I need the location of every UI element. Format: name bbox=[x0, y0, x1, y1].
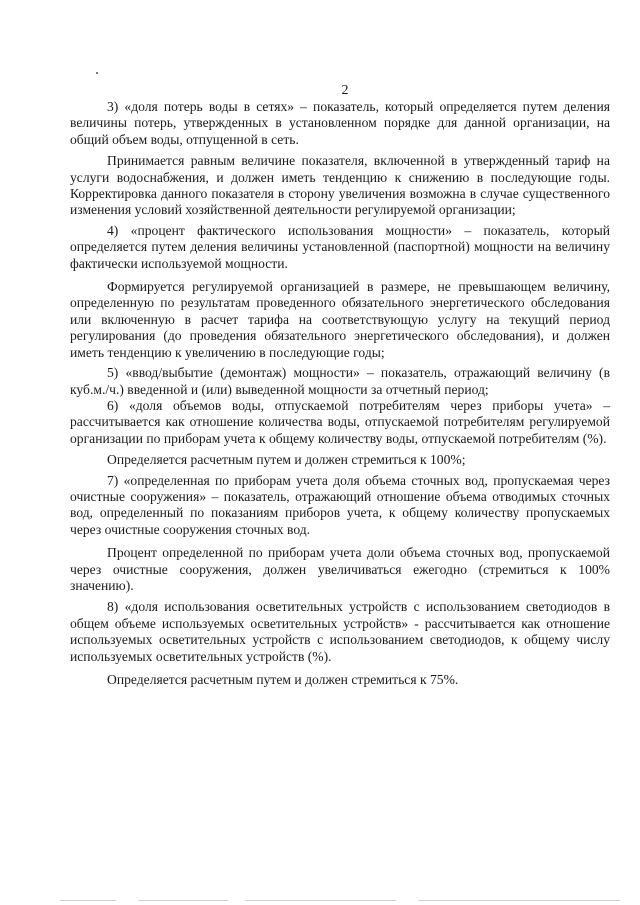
paragraph-item-6: 6) «доля объемов воды, отпускаемой потребителям через приборы учета» – рассчитывается как отношение количества воды, отпускаемой потребителям регулируемой организации по приборам учета к общему количеству воды, отпускаемой потребителям (%). bbox=[70, 397, 610, 446]
paragraph-item-8-note: Определяется расчетным путем и должен стремиться к 75%. bbox=[107, 672, 459, 687]
paragraph-item-4: 4) «процент фактического использования мощности» – показатель, который определяется путем деления величины установленной (паспортной) мощности на величину фактически используемой мощности. bbox=[70, 222, 610, 271]
paragraph-item-7-note: Процент определенной по приборам учета доли объема сточных вод, пропускаемой через очистные сооружения, должен увеличиваться ежегодно (стремиться к 100% значению). bbox=[70, 545, 610, 593]
paragraph-item-5: 5) «ввод/выбытие (демонтаж) мощности» – показатель, отражающий величину (в куб.м./ч.) введенной и (или) выведенной мощности за отчетный период; bbox=[70, 365, 610, 397]
paragraph-item-8: 8) «доля использования осветительных устройств с использованием светодиодов в общем объеме используемых осветительных устройств» - рассчитывается как отношение используемых осветительных устройств с использованием светодиодов, к общему числу используемых осветительных устройств (%). bbox=[70, 599, 610, 664]
scan-speck bbox=[96, 72, 98, 74]
page-number: 2 bbox=[341, 83, 349, 98]
paragraph-item-3-note: Принимается равным величине показателя, включенной в утвержденный тариф на услуги водоснабжения, и должен иметь тенденцию к снижению в последующие годы. Корректировка данного показателя в сторону увеличения возможна в случае существенного изменения условий хозяйственной деятельности регулируемой организации; bbox=[70, 153, 610, 218]
bottom-edge-artifact bbox=[60, 900, 620, 901]
paragraph-item-6-note: Определяется расчетным путем и должен стремиться к 100%; bbox=[107, 452, 466, 468]
paragraph-item-3: 3) «доля потерь воды в сетях» – показатель, который определяется путем деления величины потерь, утвержденных в установленном порядке для данной организации, на общий объем воды, отпущенной в сеть. bbox=[70, 99, 610, 147]
paragraph-item-4-note: Формируется регулируемой организацией в размере, не превышающем величину, определенную по результатам проведенного обязательного энергетического обследования или включенную в расчет тарифа на соответствующую услугу на текущий период регулирования (до проведения обязательного энергетического обследования), и должен иметь тенденцию к увеличению в последующие годы; bbox=[70, 279, 610, 360]
document-body bbox=[70, 99, 610, 688]
paragraph-item-7: 7) «определенная по приборам учета доля объема сточных вод, пропускаемая через очистные сооружения» – показатель, отражающий отношение объема отводимых сточных вод, определенный по показаниям приборов учета, к общему количеству пропускаемых через очистные сооружения сточных вод. bbox=[70, 472, 610, 537]
